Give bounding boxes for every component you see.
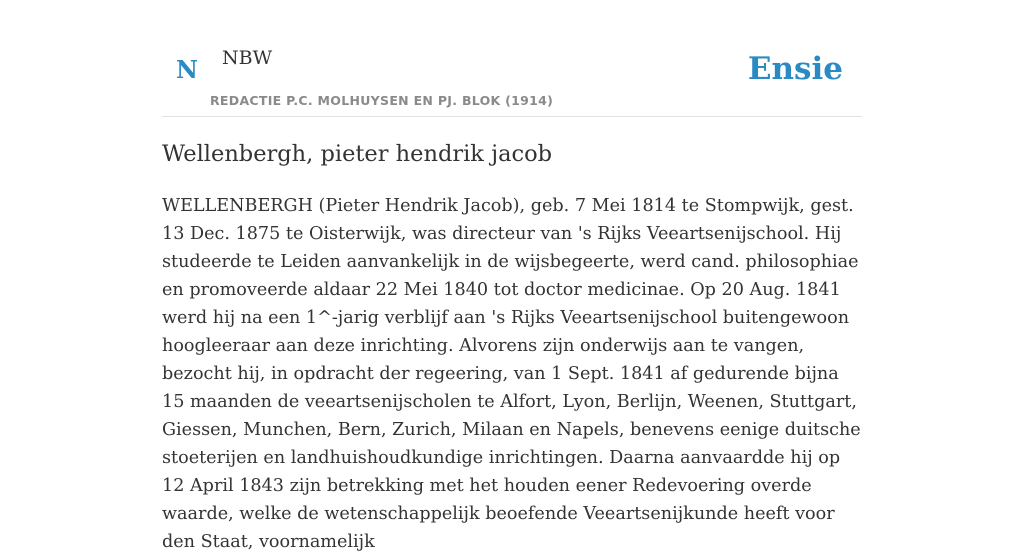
brand-logo[interactable]: Ensie	[747, 51, 843, 87]
book-title[interactable]: NBW	[222, 47, 273, 69]
book-subtitle: REDACTIE P.C. MOLHUYSEN EN PJ. BLOK (1914)	[210, 93, 554, 108]
header	[162, 0, 862, 117]
article-title: Wellenbergh, pieter hendrik jacob	[162, 141, 553, 167]
article-body: WELLENBERGH (Pieter Hendrik Jacob), geb. 7 Mei 1814 te Stompwijk, gest. 13 Dec. 1875 te Oisterwijk, was directeur van 's Rijks Veeartsenijschool. Hij studeerde te Leiden aanvankelijk in de wijsbegeerte, werd cand. philosophiae en promoveerde aldaar 22 Mei 1840 tot doctor medicinae. Op 20 Aug. 1841 werd hij na een 1^-jarig verblijf aan 's Rijks Veeartsenijschool buitengewoon hoogleeraar aan deze inrichting. Alvorens zijn onderwijs aan te vangen, bezocht hij, in opdracht der regeering, van 1 Sept. 1841 af gedurende bijna 15 maanden de veeartsenijscholen te Alfort, Lyon, Berlijn, Weenen, Stuttgart, Giessen, Munchen, Bern, Zurich, Milaan en Napels, benevens eenige duitsche stoeterijen en landhuishoudkundige inrichtingen. Daarna aanvaardde hij op 12 April 1843 zijn betrekking met het houden eener Redevoering overde waarde, welke de wetenschappelijk beoefende Veeartsenijkunde heeft voor den Staat, voornamelijk	[162, 196, 861, 552]
book-logo[interactable]: N	[176, 55, 198, 84]
